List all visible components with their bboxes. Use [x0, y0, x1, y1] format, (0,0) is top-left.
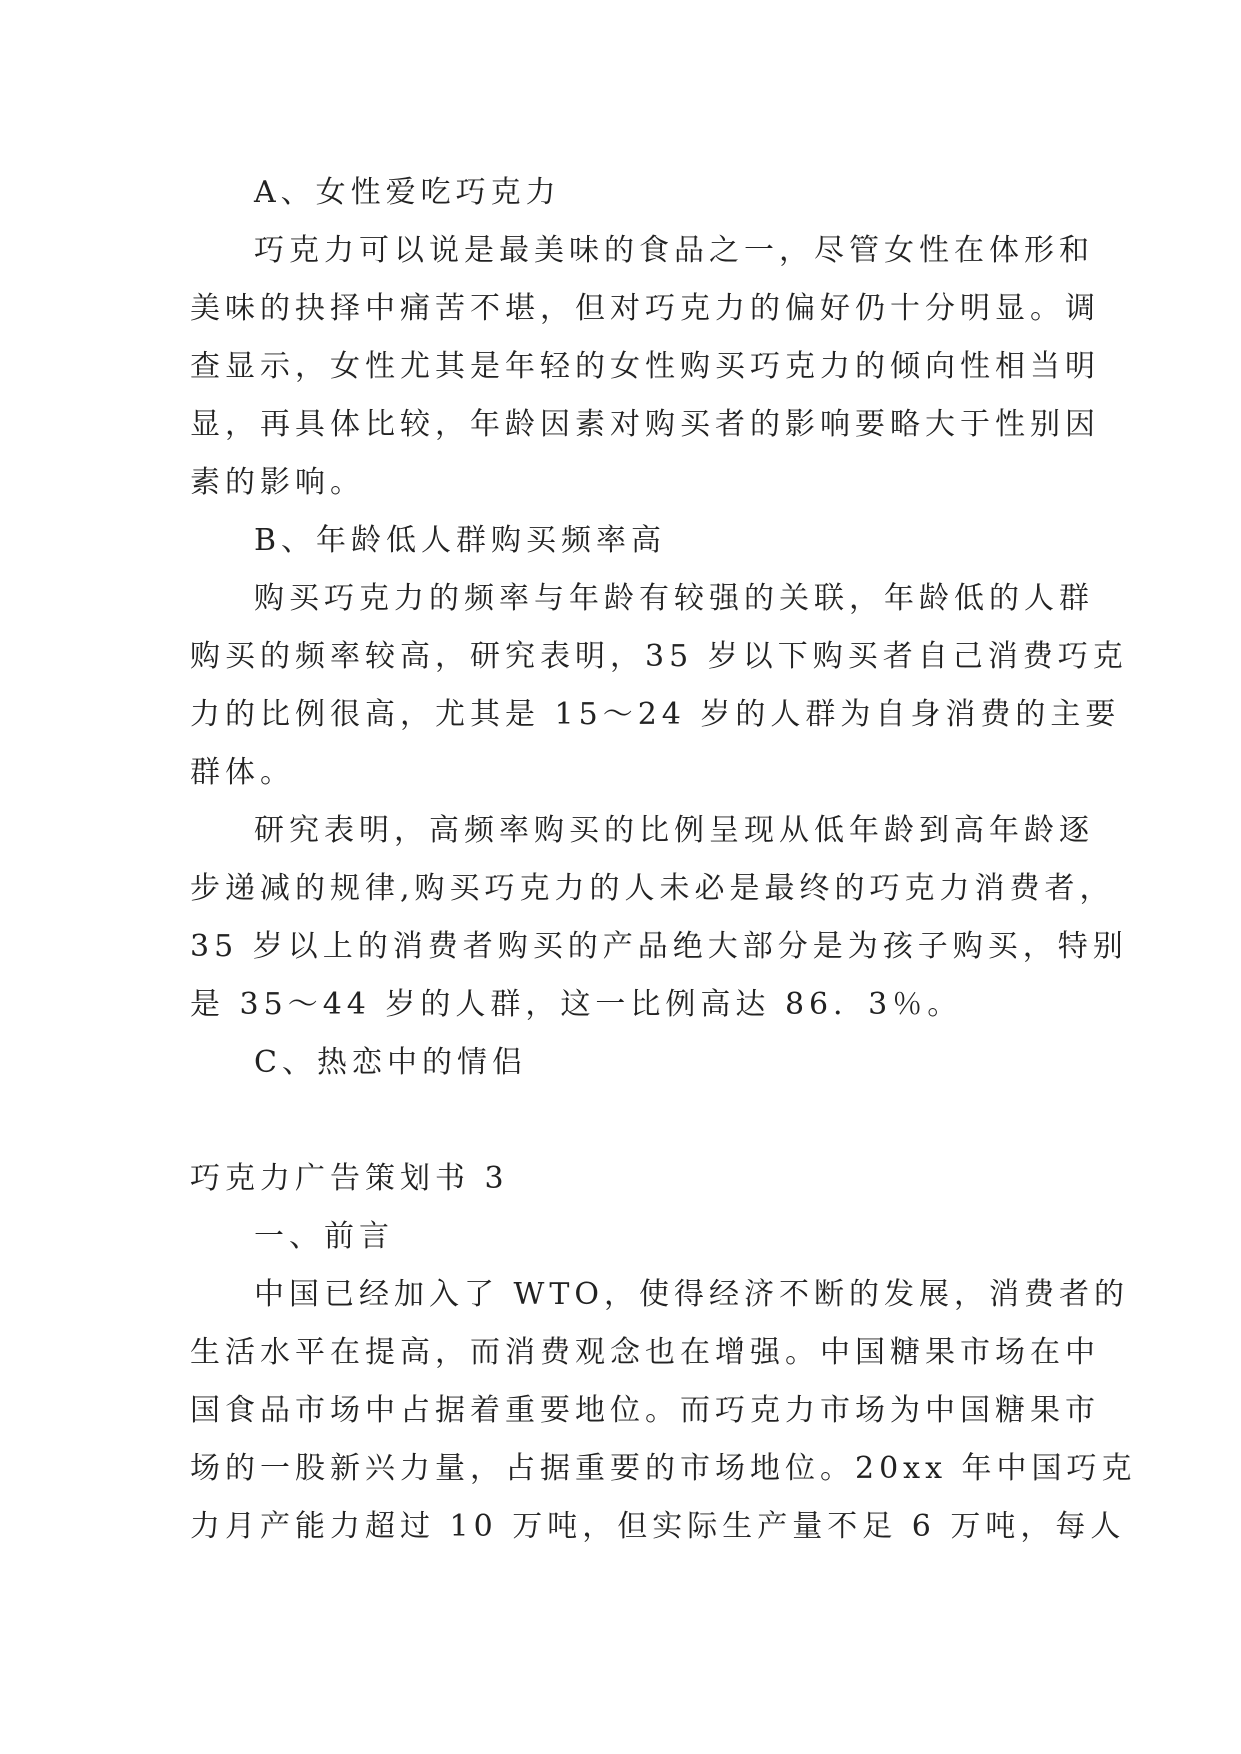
paragraph-women-chocolate [190, 222, 1100, 512]
paragraph-line: 购买巧克力的频率与年龄有较强的关联，年龄低的人群 [254, 581, 1094, 616]
paragraph-line: 群体。 [190, 755, 295, 790]
paragraph-line: 是 35～44 岁的人群，这一比例高达 86．3％。 [190, 987, 963, 1022]
paragraph-line: 显，再具体比较，年龄因素对购买者的影响要略大于性别因 [190, 407, 1100, 442]
paragraph-line: 美味的抉择中痛苦不堪，但对巧克力的偏好仍十分明显。调 [190, 291, 1100, 326]
paragraph-line: 巧克力可以说是最美味的食品之一，尽管女性在体形和 [254, 233, 1094, 268]
paragraph-line: 研究表明，高频率购买的比例呈现从低年龄到高年龄逐 [254, 813, 1094, 848]
section-heading-preface: 一、前言 [254, 1219, 394, 1254]
paragraph-line: 35 岁以上的消费者购买的产品绝大部分是为孩子购买，特别 [190, 929, 1128, 964]
subheading-c: C、热恋中的情侣 [254, 1045, 527, 1080]
paragraph-line: 素的影响。 [190, 465, 365, 500]
subheading-a: A、女性爱吃巧克力 [254, 175, 561, 210]
document-page [190, 164, 1137, 1556]
paragraph-line: 场的一股新兴力量，占据重要的市场地位。20xx 年中国巧克 [190, 1451, 1137, 1486]
paragraph-line: 生活水平在提高，而消费观念也在增强。中国糖果市场在中 [190, 1335, 1100, 1370]
paragraph-purchase-frequency [190, 570, 1128, 802]
paragraph-line: 国食品市场中占据着重要地位。而巧克力市场为中国糖果市 [190, 1393, 1100, 1428]
paragraph-line: 购买的频率较高，研究表明，35 岁以下购买者自己消费巧克 [190, 639, 1128, 674]
paragraph-line: 中国已经加入了 WTO，使得经济不断的发展，消费者的 [254, 1277, 1129, 1312]
paragraph-line: 查显示，女性尤其是年轻的女性购买巧克力的倾向性相当明 [190, 349, 1100, 384]
paragraph-line: 步递减的规律,购买巧克力的人未必是最终的巧克力消费者， [190, 871, 1115, 906]
subheading-b: B、年龄低人群购买频率高 [254, 523, 667, 558]
paragraph-research-findings [190, 802, 1128, 1034]
paragraph-preface [190, 1266, 1137, 1556]
paragraph-line: 力月产能力超过 10 万吨，但实际生产量不足 6 万吨，每人 [190, 1509, 1126, 1544]
document-title: 巧克力广告策划书 3 [190, 1161, 509, 1196]
paragraph-line: 力的比例很高，尤其是 15～24 岁的人群为自身消费的主要 [190, 697, 1121, 732]
